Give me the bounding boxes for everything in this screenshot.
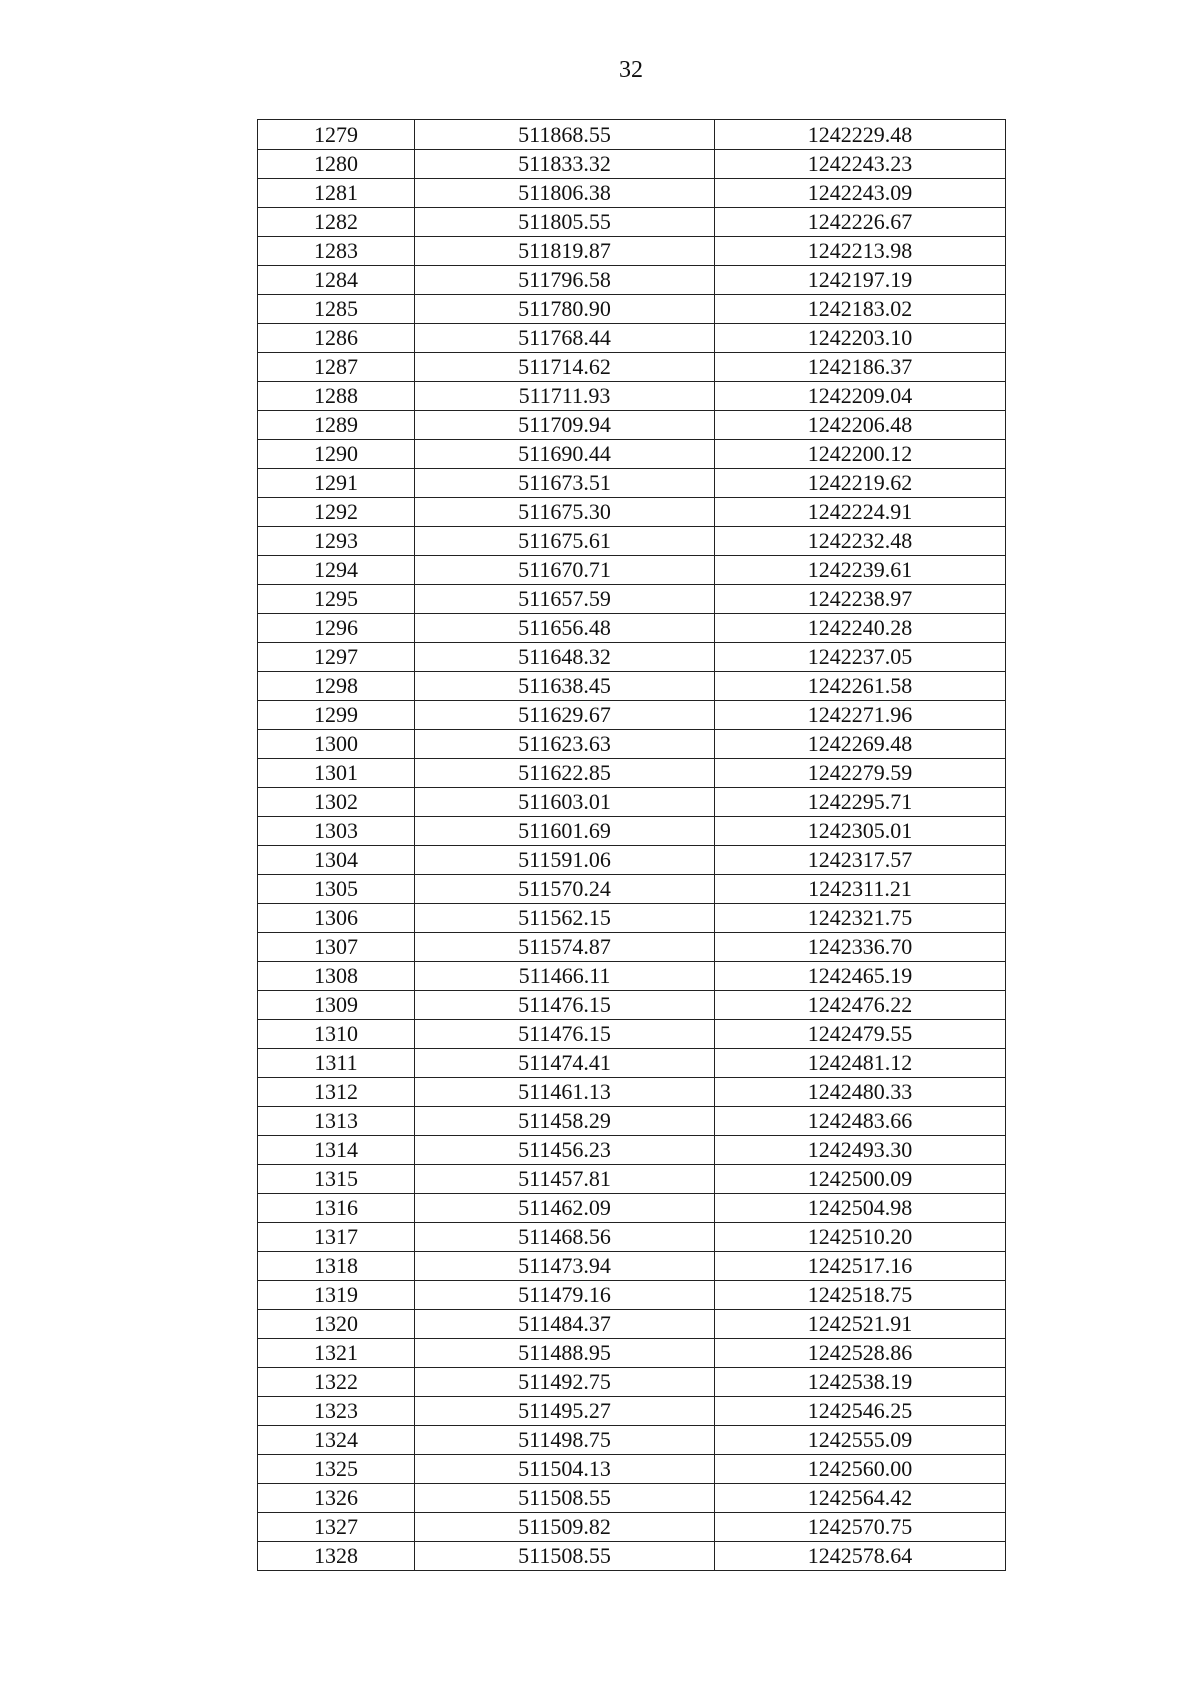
table-row bbox=[258, 556, 1006, 585]
y-coordinate-cell: 1242321.75 bbox=[715, 904, 1006, 933]
point-number-cell: 1310 bbox=[258, 1020, 415, 1049]
table-row bbox=[258, 817, 1006, 846]
point-number-cell: 1283 bbox=[258, 237, 415, 266]
x-coordinate-cell: 511690.44 bbox=[415, 440, 715, 469]
point-number-cell: 1304 bbox=[258, 846, 415, 875]
y-coordinate-cell: 1242555.09 bbox=[715, 1426, 1006, 1455]
table-row bbox=[258, 1455, 1006, 1484]
y-coordinate-cell: 1242538.19 bbox=[715, 1368, 1006, 1397]
point-number-cell: 1280 bbox=[258, 150, 415, 179]
point-number-cell: 1321 bbox=[258, 1339, 415, 1368]
table-row bbox=[258, 179, 1006, 208]
table-row bbox=[258, 150, 1006, 179]
table-row bbox=[258, 440, 1006, 469]
y-coordinate-cell: 1242269.48 bbox=[715, 730, 1006, 759]
point-number-cell: 1292 bbox=[258, 498, 415, 527]
table-row bbox=[258, 730, 1006, 759]
table-row bbox=[258, 585, 1006, 614]
x-coordinate-cell: 511805.55 bbox=[415, 208, 715, 237]
table-row bbox=[258, 701, 1006, 730]
y-coordinate-cell: 1242209.04 bbox=[715, 382, 1006, 411]
x-coordinate-cell: 511714.62 bbox=[415, 353, 715, 382]
y-coordinate-cell: 1242271.96 bbox=[715, 701, 1006, 730]
x-coordinate-cell: 511562.15 bbox=[415, 904, 715, 933]
table-row bbox=[258, 208, 1006, 237]
table-row bbox=[258, 788, 1006, 817]
point-number-cell: 1296 bbox=[258, 614, 415, 643]
x-coordinate-cell: 511796.58 bbox=[415, 266, 715, 295]
y-coordinate-cell: 1242240.28 bbox=[715, 614, 1006, 643]
x-coordinate-cell: 511656.48 bbox=[415, 614, 715, 643]
y-coordinate-cell: 1242197.19 bbox=[715, 266, 1006, 295]
table-row bbox=[258, 1078, 1006, 1107]
x-coordinate-cell: 511495.27 bbox=[415, 1397, 715, 1426]
x-coordinate-cell: 511488.95 bbox=[415, 1339, 715, 1368]
point-number-cell: 1305 bbox=[258, 875, 415, 904]
x-coordinate-cell: 511479.16 bbox=[415, 1281, 715, 1310]
point-number-cell: 1297 bbox=[258, 643, 415, 672]
x-coordinate-cell: 511476.15 bbox=[415, 991, 715, 1020]
point-number-cell: 1313 bbox=[258, 1107, 415, 1136]
point-number-cell: 1287 bbox=[258, 353, 415, 382]
x-coordinate-cell: 511492.75 bbox=[415, 1368, 715, 1397]
x-coordinate-cell: 511833.32 bbox=[415, 150, 715, 179]
table-row bbox=[258, 1223, 1006, 1252]
table-row bbox=[258, 1542, 1006, 1571]
x-coordinate-cell: 511675.30 bbox=[415, 498, 715, 527]
coordinates-table-container bbox=[257, 119, 1006, 1571]
table-row bbox=[258, 1339, 1006, 1368]
x-coordinate-cell: 511476.15 bbox=[415, 1020, 715, 1049]
y-coordinate-cell: 1242224.91 bbox=[715, 498, 1006, 527]
y-coordinate-cell: 1242311.21 bbox=[715, 875, 1006, 904]
y-coordinate-cell: 1242504.98 bbox=[715, 1194, 1006, 1223]
x-coordinate-cell: 511603.01 bbox=[415, 788, 715, 817]
point-number-cell: 1319 bbox=[258, 1281, 415, 1310]
table-row bbox=[258, 1281, 1006, 1310]
y-coordinate-cell: 1242243.23 bbox=[715, 150, 1006, 179]
table-row bbox=[258, 904, 1006, 933]
y-coordinate-cell: 1242317.57 bbox=[715, 846, 1006, 875]
y-coordinate-cell: 1242517.16 bbox=[715, 1252, 1006, 1281]
point-number-cell: 1326 bbox=[258, 1484, 415, 1513]
x-coordinate-cell: 511709.94 bbox=[415, 411, 715, 440]
page-number: 32 bbox=[619, 57, 643, 83]
x-coordinate-cell: 511601.69 bbox=[415, 817, 715, 846]
table-row bbox=[258, 672, 1006, 701]
point-number-cell: 1289 bbox=[258, 411, 415, 440]
table-row bbox=[258, 1484, 1006, 1513]
y-coordinate-cell: 1242206.48 bbox=[715, 411, 1006, 440]
y-coordinate-cell: 1242500.09 bbox=[715, 1165, 1006, 1194]
y-coordinate-cell: 1242480.33 bbox=[715, 1078, 1006, 1107]
y-coordinate-cell: 1242232.48 bbox=[715, 527, 1006, 556]
point-number-cell: 1309 bbox=[258, 991, 415, 1020]
x-coordinate-cell: 511457.81 bbox=[415, 1165, 715, 1194]
x-coordinate-cell: 511509.82 bbox=[415, 1513, 715, 1542]
point-number-cell: 1311 bbox=[258, 1049, 415, 1078]
table-row bbox=[258, 382, 1006, 411]
point-number-cell: 1317 bbox=[258, 1223, 415, 1252]
x-coordinate-cell: 511456.23 bbox=[415, 1136, 715, 1165]
table-row bbox=[258, 1368, 1006, 1397]
table-row bbox=[258, 759, 1006, 788]
y-coordinate-cell: 1242546.25 bbox=[715, 1397, 1006, 1426]
point-number-cell: 1322 bbox=[258, 1368, 415, 1397]
table-row bbox=[258, 1194, 1006, 1223]
table-row bbox=[258, 1020, 1006, 1049]
y-coordinate-cell: 1242229.48 bbox=[715, 120, 1006, 150]
y-coordinate-cell: 1242481.12 bbox=[715, 1049, 1006, 1078]
x-coordinate-cell: 511675.61 bbox=[415, 527, 715, 556]
x-coordinate-cell: 511461.13 bbox=[415, 1078, 715, 1107]
point-number-cell: 1282 bbox=[258, 208, 415, 237]
x-coordinate-cell: 511474.41 bbox=[415, 1049, 715, 1078]
point-number-cell: 1316 bbox=[258, 1194, 415, 1223]
point-number-cell: 1303 bbox=[258, 817, 415, 846]
x-coordinate-cell: 511673.51 bbox=[415, 469, 715, 498]
point-number-cell: 1323 bbox=[258, 1397, 415, 1426]
x-coordinate-cell: 511466.11 bbox=[415, 962, 715, 991]
table-row bbox=[258, 1049, 1006, 1078]
table-row bbox=[258, 875, 1006, 904]
x-coordinate-cell: 511458.29 bbox=[415, 1107, 715, 1136]
table-row bbox=[258, 846, 1006, 875]
x-coordinate-cell: 511574.87 bbox=[415, 933, 715, 962]
y-coordinate-cell: 1242493.30 bbox=[715, 1136, 1006, 1165]
table-row bbox=[258, 643, 1006, 672]
y-coordinate-cell: 1242479.55 bbox=[715, 1020, 1006, 1049]
x-coordinate-cell: 511591.06 bbox=[415, 846, 715, 875]
y-coordinate-cell: 1242521.91 bbox=[715, 1310, 1006, 1339]
y-coordinate-cell: 1242465.19 bbox=[715, 962, 1006, 991]
point-number-cell: 1300 bbox=[258, 730, 415, 759]
x-coordinate-cell: 511462.09 bbox=[415, 1194, 715, 1223]
y-coordinate-cell: 1242518.75 bbox=[715, 1281, 1006, 1310]
x-coordinate-cell: 511670.71 bbox=[415, 556, 715, 585]
y-coordinate-cell: 1242213.98 bbox=[715, 237, 1006, 266]
point-number-cell: 1318 bbox=[258, 1252, 415, 1281]
x-coordinate-cell: 511508.55 bbox=[415, 1484, 715, 1513]
y-coordinate-cell: 1242528.86 bbox=[715, 1339, 1006, 1368]
y-coordinate-cell: 1242238.97 bbox=[715, 585, 1006, 614]
point-number-cell: 1288 bbox=[258, 382, 415, 411]
point-number-cell: 1290 bbox=[258, 440, 415, 469]
y-coordinate-cell: 1242510.20 bbox=[715, 1223, 1006, 1252]
y-coordinate-cell: 1242226.67 bbox=[715, 208, 1006, 237]
point-number-cell: 1328 bbox=[258, 1542, 415, 1571]
point-number-cell: 1279 bbox=[258, 120, 415, 150]
y-coordinate-cell: 1242560.00 bbox=[715, 1455, 1006, 1484]
point-number-cell: 1281 bbox=[258, 179, 415, 208]
x-coordinate-cell: 511473.94 bbox=[415, 1252, 715, 1281]
x-coordinate-cell: 511648.32 bbox=[415, 643, 715, 672]
y-coordinate-cell: 1242186.37 bbox=[715, 353, 1006, 382]
x-coordinate-cell: 511657.59 bbox=[415, 585, 715, 614]
x-coordinate-cell: 511570.24 bbox=[415, 875, 715, 904]
point-number-cell: 1325 bbox=[258, 1455, 415, 1484]
x-coordinate-cell: 511768.44 bbox=[415, 324, 715, 353]
coordinates-table-body bbox=[258, 120, 1006, 1571]
point-number-cell: 1302 bbox=[258, 788, 415, 817]
y-coordinate-cell: 1242305.01 bbox=[715, 817, 1006, 846]
y-coordinate-cell: 1242279.59 bbox=[715, 759, 1006, 788]
point-number-cell: 1294 bbox=[258, 556, 415, 585]
point-number-cell: 1327 bbox=[258, 1513, 415, 1542]
table-row bbox=[258, 962, 1006, 991]
table-row bbox=[258, 933, 1006, 962]
table-row bbox=[258, 1252, 1006, 1281]
point-number-cell: 1306 bbox=[258, 904, 415, 933]
y-coordinate-cell: 1242564.42 bbox=[715, 1484, 1006, 1513]
point-number-cell: 1293 bbox=[258, 527, 415, 556]
y-coordinate-cell: 1242200.12 bbox=[715, 440, 1006, 469]
y-coordinate-cell: 1242578.64 bbox=[715, 1542, 1006, 1571]
table-row bbox=[258, 1165, 1006, 1194]
y-coordinate-cell: 1242336.70 bbox=[715, 933, 1006, 962]
x-coordinate-cell: 511868.55 bbox=[415, 120, 715, 150]
point-number-cell: 1312 bbox=[258, 1078, 415, 1107]
table-row bbox=[258, 614, 1006, 643]
point-number-cell: 1320 bbox=[258, 1310, 415, 1339]
y-coordinate-cell: 1242295.71 bbox=[715, 788, 1006, 817]
table-row bbox=[258, 527, 1006, 556]
y-coordinate-cell: 1242476.22 bbox=[715, 991, 1006, 1020]
table-row bbox=[258, 353, 1006, 382]
y-coordinate-cell: 1242237.05 bbox=[715, 643, 1006, 672]
point-number-cell: 1286 bbox=[258, 324, 415, 353]
point-number-cell: 1284 bbox=[258, 266, 415, 295]
table-row bbox=[258, 1426, 1006, 1455]
point-number-cell: 1299 bbox=[258, 701, 415, 730]
x-coordinate-cell: 511711.93 bbox=[415, 382, 715, 411]
table-row bbox=[258, 1107, 1006, 1136]
y-coordinate-cell: 1242239.61 bbox=[715, 556, 1006, 585]
point-number-cell: 1295 bbox=[258, 585, 415, 614]
y-coordinate-cell: 1242219.62 bbox=[715, 469, 1006, 498]
y-coordinate-cell: 1242570.75 bbox=[715, 1513, 1006, 1542]
x-coordinate-cell: 511780.90 bbox=[415, 295, 715, 324]
x-coordinate-cell: 511504.13 bbox=[415, 1455, 715, 1484]
x-coordinate-cell: 511819.87 bbox=[415, 237, 715, 266]
table-row bbox=[258, 411, 1006, 440]
coordinates-table bbox=[257, 119, 1006, 1571]
y-coordinate-cell: 1242183.02 bbox=[715, 295, 1006, 324]
table-row bbox=[258, 991, 1006, 1020]
table-row bbox=[258, 1397, 1006, 1426]
point-number-cell: 1308 bbox=[258, 962, 415, 991]
x-coordinate-cell: 511508.55 bbox=[415, 1542, 715, 1571]
point-number-cell: 1315 bbox=[258, 1165, 415, 1194]
y-coordinate-cell: 1242483.66 bbox=[715, 1107, 1006, 1136]
table-row bbox=[258, 1310, 1006, 1339]
table-row bbox=[258, 266, 1006, 295]
x-coordinate-cell: 511638.45 bbox=[415, 672, 715, 701]
table-row bbox=[258, 469, 1006, 498]
y-coordinate-cell: 1242203.10 bbox=[715, 324, 1006, 353]
table-row bbox=[258, 1513, 1006, 1542]
point-number-cell: 1291 bbox=[258, 469, 415, 498]
point-number-cell: 1307 bbox=[258, 933, 415, 962]
table-row bbox=[258, 324, 1006, 353]
table-row bbox=[258, 237, 1006, 266]
table-row bbox=[258, 1136, 1006, 1165]
x-coordinate-cell: 511623.63 bbox=[415, 730, 715, 759]
point-number-cell: 1314 bbox=[258, 1136, 415, 1165]
table-row bbox=[258, 295, 1006, 324]
x-coordinate-cell: 511484.37 bbox=[415, 1310, 715, 1339]
table-row bbox=[258, 498, 1006, 527]
point-number-cell: 1301 bbox=[258, 759, 415, 788]
y-coordinate-cell: 1242261.58 bbox=[715, 672, 1006, 701]
point-number-cell: 1298 bbox=[258, 672, 415, 701]
x-coordinate-cell: 511622.85 bbox=[415, 759, 715, 788]
x-coordinate-cell: 511806.38 bbox=[415, 179, 715, 208]
table-row bbox=[258, 120, 1006, 150]
point-number-cell: 1285 bbox=[258, 295, 415, 324]
point-number-cell: 1324 bbox=[258, 1426, 415, 1455]
x-coordinate-cell: 511629.67 bbox=[415, 701, 715, 730]
x-coordinate-cell: 511498.75 bbox=[415, 1426, 715, 1455]
x-coordinate-cell: 511468.56 bbox=[415, 1223, 715, 1252]
y-coordinate-cell: 1242243.09 bbox=[715, 179, 1006, 208]
